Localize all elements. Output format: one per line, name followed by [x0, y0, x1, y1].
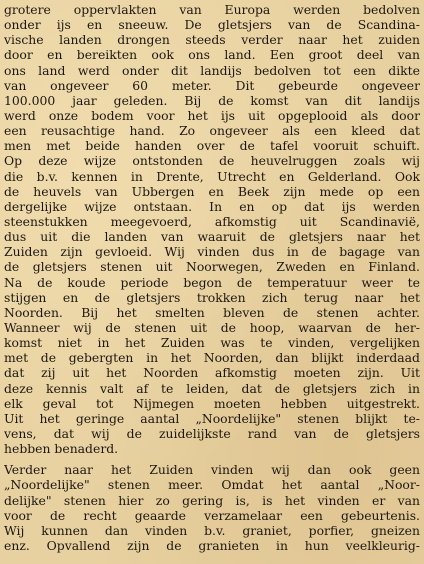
text-line: „Noordelijke" stenen meer. Omdat het aantal „Noor-	[4, 477, 420, 493]
text-line: onder ijs en sneeuw. De gletsjers van de Scandina-	[4, 17, 420, 33]
text-line: Noorden. Bij het smelten bleven de stenen achter.	[4, 304, 420, 320]
text-line: een reusachtige hand. Zo ongeveer als een kleed dat	[4, 123, 420, 139]
text-line: de heuvels van Ubbergen en Beek zijn mede op een	[4, 183, 420, 199]
text-line: ons land werd onder dit landijs bedolven tot een dikte	[4, 62, 420, 78]
text-line: hebben benaderd.	[4, 441, 119, 457]
text-line: 100.000 jaar geleden. Bij de komst van dit landijs	[4, 92, 420, 108]
text-line: dat zij uit het Noorden afkomstig moeten zijn. Uit	[4, 365, 420, 381]
text-line: Verder naar het Zuiden vinden wij dan ook geen	[4, 462, 420, 478]
text-line: enz. Opvallend zijn de granieten in hun veelkleurig-	[4, 537, 420, 553]
text-line: komst niet in het Zuiden was te vinden, vergelijken	[4, 335, 420, 351]
text-line: grotere oppervlakten van Europa werden bedolven	[4, 2, 420, 17]
text-line: Wij kunnen dan vinden b.v. graniet, porfier, gneizen	[4, 522, 420, 538]
text-line: voor de recht geaarde verzamelaar een gebeurtenis.	[4, 507, 420, 523]
article-body	[4, 2, 420, 553]
text-line: dus uit die landen van waaruit de gletsjers naar het	[4, 229, 420, 245]
text-line: stijgen en de gletsjers trokken zich terug naar het	[4, 289, 420, 305]
text-line: Zuiden zijn gevloeid. Wij vinden dus in de bagage van	[4, 244, 420, 260]
text-line: deze kennis valt af te leiden, dat de gletsjers zich in	[4, 380, 420, 396]
text-line: werd onze bodem voor het ijs uit opgeplooid als door	[4, 107, 420, 123]
text-line: de gletsjers stenen uit Noorwegen, Zweden en Finland.	[4, 259, 420, 275]
text-line: Na de koude periode begon de temperatuur weer te	[4, 274, 420, 290]
text-line: met de gebergten in het Noorden, dan blijkt inderdaad	[4, 350, 420, 366]
text-line: men met beide handen over de tafel vooruit schuift.	[4, 138, 420, 154]
text-line: vens, dat wij de zuidelijkste rand van de gletsjers	[4, 425, 420, 441]
paragraph-1	[4, 2, 420, 456]
text-line: Wanneer wij de stenen uit de hoop, waarvan de her-	[4, 319, 420, 335]
text-line: dergelijke wijze ontstaan. In en op dat ijs werden	[4, 198, 420, 214]
text-line: delijke" stenen hier zo gering is, is het vinden er van	[4, 492, 420, 508]
text-line: die b.v. kennen in Drente, Utrecht en Gelderland. Ook	[4, 168, 420, 184]
text-line: vische landen drongen steeds verder naar het zuiden	[4, 32, 420, 48]
text-line: Op deze wijze ontstonden de heuvelruggen zoals wij	[4, 153, 420, 169]
text-line: elk geval tot Nijmegen moeten hebben uitgestrekt.	[4, 395, 420, 411]
text-line: door en bereikten ook ons land. Een groot deel van	[4, 47, 420, 63]
text-line: van ongeveer 60 meter. Dit gebeurde ongeveer	[4, 77, 420, 93]
text-line: Uit het geringe aantal „Noordelijke" stenen blijkt te-	[4, 410, 420, 426]
paragraph-2	[4, 462, 420, 553]
text-line: steenstukken meegevoerd, afkomstig uit Scandinavië,	[4, 213, 420, 229]
